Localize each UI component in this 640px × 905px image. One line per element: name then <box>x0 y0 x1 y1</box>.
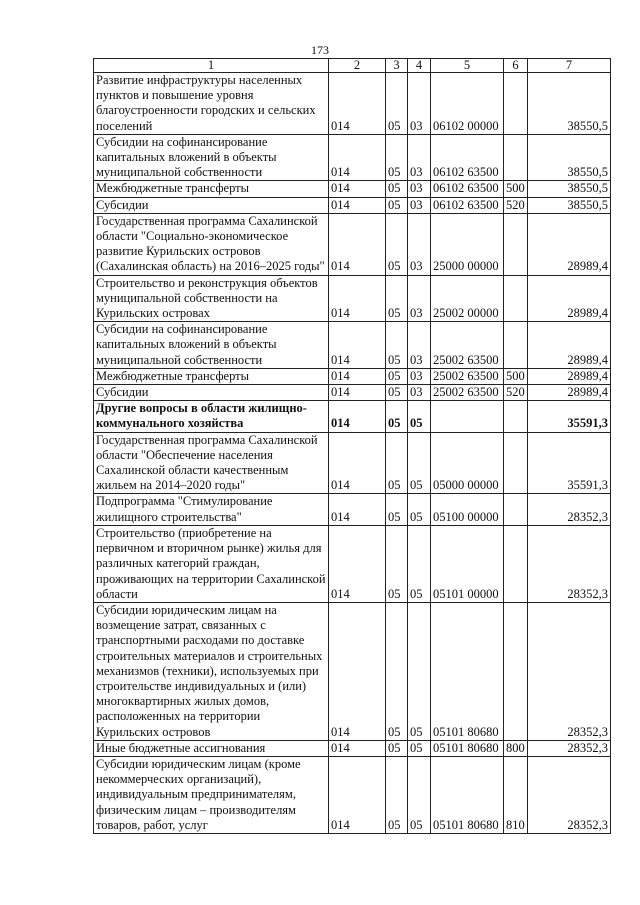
row-subsection-code: 03 <box>408 322 431 369</box>
row-subsection-code: 05 <box>408 756 431 833</box>
row-target-code: 05101 00000 <box>431 525 504 602</box>
header-col-6: 6 <box>504 59 528 73</box>
row-subsection-code: 05 <box>408 740 431 756</box>
row-section-code: 05 <box>386 368 408 384</box>
row-amount: 28352,3 <box>528 740 611 756</box>
row-expense-type-code <box>504 134 528 181</box>
header-col-7: 7 <box>528 59 611 73</box>
header-col-4: 4 <box>408 59 431 73</box>
row-section-code: 05 <box>386 401 408 432</box>
row-amount: 28989,4 <box>528 275 611 322</box>
row-name: Подпрограмма "Стимулирование жилищного строительства" <box>94 494 329 525</box>
table-row <box>94 740 611 756</box>
row-expense-type-code <box>504 401 528 432</box>
row-target-code: 06102 63500 <box>431 134 504 181</box>
row-subsection-code: 03 <box>408 181 431 197</box>
table-row <box>94 275 611 322</box>
row-name: Субсидии на софинансирование капитальных вложений в объекты муниципальной собственности <box>94 134 329 181</box>
row-target-code: 05000 00000 <box>431 432 504 494</box>
row-target-code: 25000 00000 <box>431 213 504 275</box>
row-amount: 38550,5 <box>528 197 611 213</box>
row-section-code: 05 <box>386 197 408 213</box>
row-expense-type-code <box>504 275 528 322</box>
row-ministry-code: 014 <box>329 181 386 197</box>
row-section-code: 05 <box>386 494 408 525</box>
row-name: Развитие инфраструктуры населенных пунктов и повышение уровня благоустроенности городских и сельских поселений <box>94 73 329 135</box>
row-section-code: 05 <box>386 181 408 197</box>
row-amount: 28989,4 <box>528 322 611 369</box>
row-target-code: 05100 00000 <box>431 494 504 525</box>
row-amount: 35591,3 <box>528 432 611 494</box>
row-section-code: 05 <box>386 73 408 135</box>
row-amount: 38550,5 <box>528 134 611 181</box>
row-ministry-code: 014 <box>329 756 386 833</box>
row-expense-type-code <box>504 602 528 740</box>
page-number: 173 <box>311 43 329 57</box>
table-row <box>94 756 611 833</box>
row-name: Строительство и реконструкция объектов муниципальной собственности на Курильских островах <box>94 275 329 322</box>
row-expense-type-code <box>504 322 528 369</box>
row-name: Строительство (приобретение на первичном и вторичном рынке) жилья для различных категорий граждан, проживающих на территории Сахалинской области <box>94 525 329 602</box>
row-name: Субсидии юридическим лицам на возмещение затрат, связанных с транспортными расходами по доставке строительных материалов и строительных механизмов (техники), используемых при строительстве индивидуальных и (или) многоквартирных жилых домов, расположенных на территории Курильских островов <box>94 602 329 740</box>
row-name: Межбюджетные трансферты <box>94 181 329 197</box>
row-target-code: 06102 63500 <box>431 197 504 213</box>
row-target-code: 05101 80680 <box>431 756 504 833</box>
row-expense-type-code: 810 <box>504 756 528 833</box>
row-amount: 28352,3 <box>528 494 611 525</box>
budget-table <box>93 58 611 834</box>
row-target-code: 25002 00000 <box>431 275 504 322</box>
header-col-1: 1 <box>94 59 329 73</box>
row-ministry-code: 014 <box>329 432 386 494</box>
row-target-code: 25002 63500 <box>431 368 504 384</box>
row-target-code: 06102 63500 <box>431 181 504 197</box>
row-section-code: 05 <box>386 134 408 181</box>
row-amount: 28352,3 <box>528 525 611 602</box>
row-section-code: 05 <box>386 432 408 494</box>
row-ministry-code: 014 <box>329 525 386 602</box>
row-name: Межбюджетные трансферты <box>94 368 329 384</box>
row-name: Другие вопросы в области жилищно-коммунального хозяйства <box>94 401 329 432</box>
row-expense-type-code <box>504 494 528 525</box>
row-subsection-code: 05 <box>408 525 431 602</box>
header-col-3: 3 <box>386 59 408 73</box>
table-row <box>94 134 611 181</box>
table-row <box>94 385 611 401</box>
row-subsection-code: 05 <box>408 602 431 740</box>
table-row <box>94 322 611 369</box>
table-row <box>94 494 611 525</box>
row-expense-type-code: 500 <box>504 181 528 197</box>
row-target-code <box>431 401 504 432</box>
row-name: Субсидии на софинансирование капитальных вложений в объекты муниципальной собственности <box>94 322 329 369</box>
row-subsection-code: 03 <box>408 197 431 213</box>
row-expense-type-code <box>504 432 528 494</box>
row-ministry-code: 014 <box>329 197 386 213</box>
row-ministry-code: 014 <box>329 322 386 369</box>
row-subsection-code: 05 <box>408 432 431 494</box>
row-section-code: 05 <box>386 322 408 369</box>
row-target-code: 25002 63500 <box>431 385 504 401</box>
row-ministry-code: 014 <box>329 494 386 525</box>
table-body <box>94 73 611 834</box>
row-name: Субсидии <box>94 197 329 213</box>
row-name: Государственная программа Сахалинской области "Обеспечение населения Сахалинской области качественным жильем на 2014–2020 годы" <box>94 432 329 494</box>
table-row <box>94 197 611 213</box>
row-section-code: 05 <box>386 213 408 275</box>
row-amount: 28352,3 <box>528 756 611 833</box>
row-expense-type-code <box>504 73 528 135</box>
row-section-code: 05 <box>386 525 408 602</box>
row-ministry-code: 014 <box>329 602 386 740</box>
table-row <box>94 401 611 432</box>
table-row <box>94 432 611 494</box>
row-subsection-code: 03 <box>408 275 431 322</box>
row-ministry-code: 014 <box>329 275 386 322</box>
row-section-code: 05 <box>386 275 408 322</box>
table-row <box>94 73 611 135</box>
row-subsection-code: 03 <box>408 368 431 384</box>
row-section-code: 05 <box>386 385 408 401</box>
row-amount: 38550,5 <box>528 73 611 135</box>
row-subsection-code: 05 <box>408 494 431 525</box>
row-ministry-code: 014 <box>329 368 386 384</box>
table-header-row <box>94 59 611 73</box>
row-name: Субсидии юридическим лицам (кроме некоммерческих организаций), индивидуальным предпринимателям, физическим лицам – производителям товаров, работ, услуг <box>94 756 329 833</box>
row-ministry-code: 014 <box>329 213 386 275</box>
row-ministry-code: 014 <box>329 385 386 401</box>
row-ministry-code: 014 <box>329 740 386 756</box>
row-section-code: 05 <box>386 602 408 740</box>
row-name: Иные бюджетные ассигнования <box>94 740 329 756</box>
row-target-code: 05101 80680 <box>431 602 504 740</box>
row-target-code: 05101 80680 <box>431 740 504 756</box>
row-subsection-code: 03 <box>408 73 431 135</box>
table-row <box>94 368 611 384</box>
row-subsection-code: 03 <box>408 134 431 181</box>
row-name: Субсидии <box>94 385 329 401</box>
table-row <box>94 525 611 602</box>
table-row <box>94 181 611 197</box>
row-ministry-code: 014 <box>329 401 386 432</box>
row-name: Государственная программа Сахалинской области "Социально-экономическое развитие Курильских островов (Сахалинская область) на 2016–2025 годы" <box>94 213 329 275</box>
row-section-code: 05 <box>386 756 408 833</box>
row-expense-type-code: 800 <box>504 740 528 756</box>
row-target-code: 06102 00000 <box>431 73 504 135</box>
row-subsection-code: 03 <box>408 213 431 275</box>
row-ministry-code: 014 <box>329 134 386 181</box>
row-amount: 38550,5 <box>528 181 611 197</box>
table-row <box>94 602 611 740</box>
row-amount: 28352,3 <box>528 602 611 740</box>
row-subsection-code: 05 <box>408 401 431 432</box>
header-col-5: 5 <box>431 59 504 73</box>
row-target-code: 25002 63500 <box>431 322 504 369</box>
row-section-code: 05 <box>386 740 408 756</box>
row-ministry-code: 014 <box>329 73 386 135</box>
row-subsection-code: 03 <box>408 385 431 401</box>
row-expense-type-code: 520 <box>504 385 528 401</box>
row-expense-type-code: 520 <box>504 197 528 213</box>
row-expense-type-code <box>504 525 528 602</box>
row-amount: 35591,3 <box>528 401 611 432</box>
row-amount: 28989,4 <box>528 368 611 384</box>
row-expense-type-code <box>504 213 528 275</box>
header-col-2: 2 <box>329 59 386 73</box>
row-amount: 28989,4 <box>528 213 611 275</box>
row-expense-type-code: 500 <box>504 368 528 384</box>
table-row <box>94 213 611 275</box>
row-amount: 28989,4 <box>528 385 611 401</box>
